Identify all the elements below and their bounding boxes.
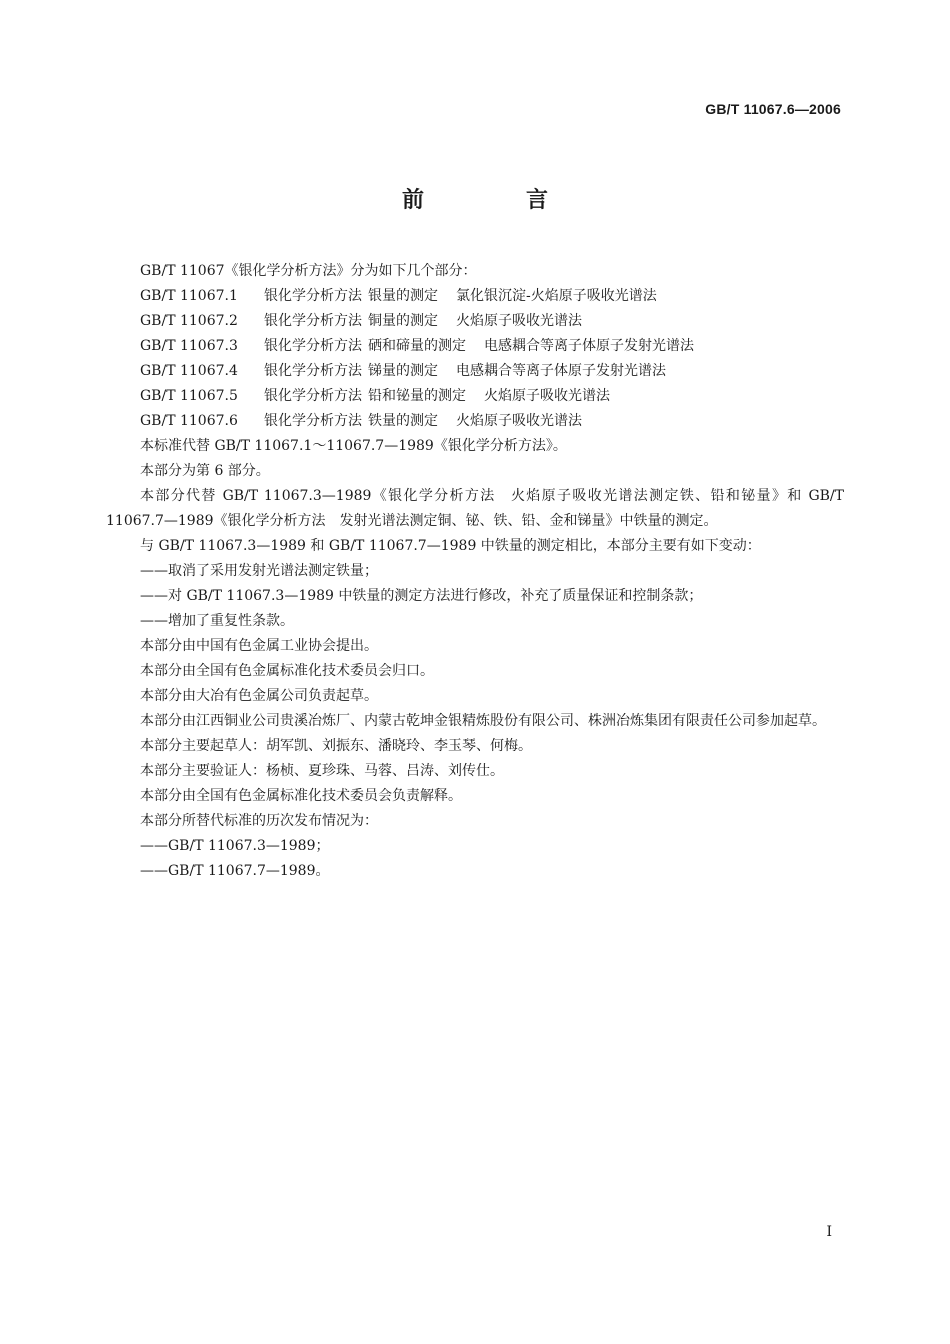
part-list-item (106, 309, 844, 334)
main-verifiers-paragraph: 本部分主要验证人：杨桢、夏珍珠、马蓉、吕涛、刘传仕。 (140, 763, 504, 779)
part-list-item (106, 284, 844, 309)
standard-code-header: GB/T 11067.6—2006 (705, 101, 841, 117)
drafted-by-paragraph: 本部分由大冶有色金属公司负责起草。 (140, 688, 378, 704)
changes-intro-paragraph: 与 GB/T 11067.3—1989 和 GB/T 11067.7—1989 中铁量的测定相比，本部分主要有如下变动： (140, 538, 761, 554)
proposed-by-paragraph: 本部分由中国有色金属工业协会提出。 (140, 638, 378, 654)
main-drafters-paragraph: 本部分主要起草人：胡军凯、刘振东、潘晓玲、李玉琴、何梅。 (140, 738, 532, 754)
participants-paragraph: 本部分由江西铜业公司贵溪冶炼厂、内蒙古乾坤金银精炼股份有限公司、株洲冶炼集团有限责任公司参加起草。 (140, 713, 826, 729)
part-name: 银化学分析方法 (264, 363, 362, 379)
part-code: GB/T 11067.3 (140, 338, 238, 354)
part-list-item (106, 334, 844, 359)
part-item: 铅和铋量的测定 (368, 388, 466, 404)
page-title: 前 言 (401, 188, 588, 213)
part-code: GB/T 11067.4 (140, 363, 238, 379)
part-item: 银量的测定 (368, 288, 438, 304)
history-item: ——GB/T 11067.7—1989。 (140, 863, 330, 879)
part-number-paragraph: 本部分为第 6 部分。 (140, 463, 270, 479)
part-item: 锑量的测定 (368, 363, 438, 379)
centralized-by-paragraph: 本部分由全国有色金属标准化技术委员会归口。 (140, 663, 434, 679)
part-method: 火焰原子吸收光谱法 (484, 388, 610, 404)
part-item: 铜量的测定 (368, 313, 438, 329)
intro-paragraph: GB/T 11067《银化学分析方法》分为如下几个部分： (140, 263, 477, 279)
page-number: I (826, 1224, 832, 1240)
part-code: GB/T 11067.1 (140, 288, 238, 304)
part-name: 银化学分析方法 (264, 388, 362, 404)
part-list-item (106, 359, 844, 384)
part-method: 火焰原子吸收光谱法 (456, 313, 582, 329)
change-item: ——对 GB/T 11067.3—1989 中铁量的测定方法进行修改，补充了质量保证和控制条款； (140, 588, 703, 604)
history-item: ——GB/T 11067.3—1989； (140, 838, 330, 854)
change-item: ——增加了重复性条款。 (140, 613, 294, 629)
part-method: 火焰原子吸收光谱法 (456, 413, 582, 429)
part-list-item (106, 409, 844, 434)
interpreted-by-paragraph: 本部分由全国有色金属标准化技术委员会负责解释。 (140, 788, 462, 804)
part-name: 银化学分析方法 (264, 313, 362, 329)
part-code: GB/T 11067.6 (140, 413, 238, 429)
part-code: GB/T 11067.5 (140, 388, 238, 404)
part-name: 银化学分析方法 (264, 413, 362, 429)
part-replaces-paragraph: 本部分代替 GB/T 11067.3—1989《银化学分析方法 火焰原子吸收光谱法测定铁、铅和铋量》和 GB/T 11067.7—1989《银化学分析方法 发射光谱法测定铜、铋、铁、铅、金和锑量》中铁量的测定。 (106, 488, 844, 529)
part-list-item (106, 384, 844, 409)
part-method: 电感耦合等离子体原子发射光谱法 (484, 338, 694, 354)
history-intro-paragraph: 本部分所替代标准的历次发布情况为： (140, 813, 378, 829)
change-item: ——取消了采用发射光谱法测定铁量； (140, 563, 378, 579)
part-name: 银化学分析方法 (264, 288, 362, 304)
foreword-body (106, 259, 844, 884)
part-method: 电感耦合等离子体原子发射光谱法 (456, 363, 666, 379)
part-item: 硒和碲量的测定 (368, 338, 466, 354)
part-code: GB/T 11067.2 (140, 313, 238, 329)
part-method: 氯化银沉淀-火焰原子吸收光谱法 (456, 288, 657, 304)
part-item: 铁量的测定 (368, 413, 438, 429)
part-name: 银化学分析方法 (264, 338, 362, 354)
replaces-paragraph: 本标准代替 GB/T 11067.1～11067.7—1989《银化学分析方法》。 (140, 438, 567, 454)
